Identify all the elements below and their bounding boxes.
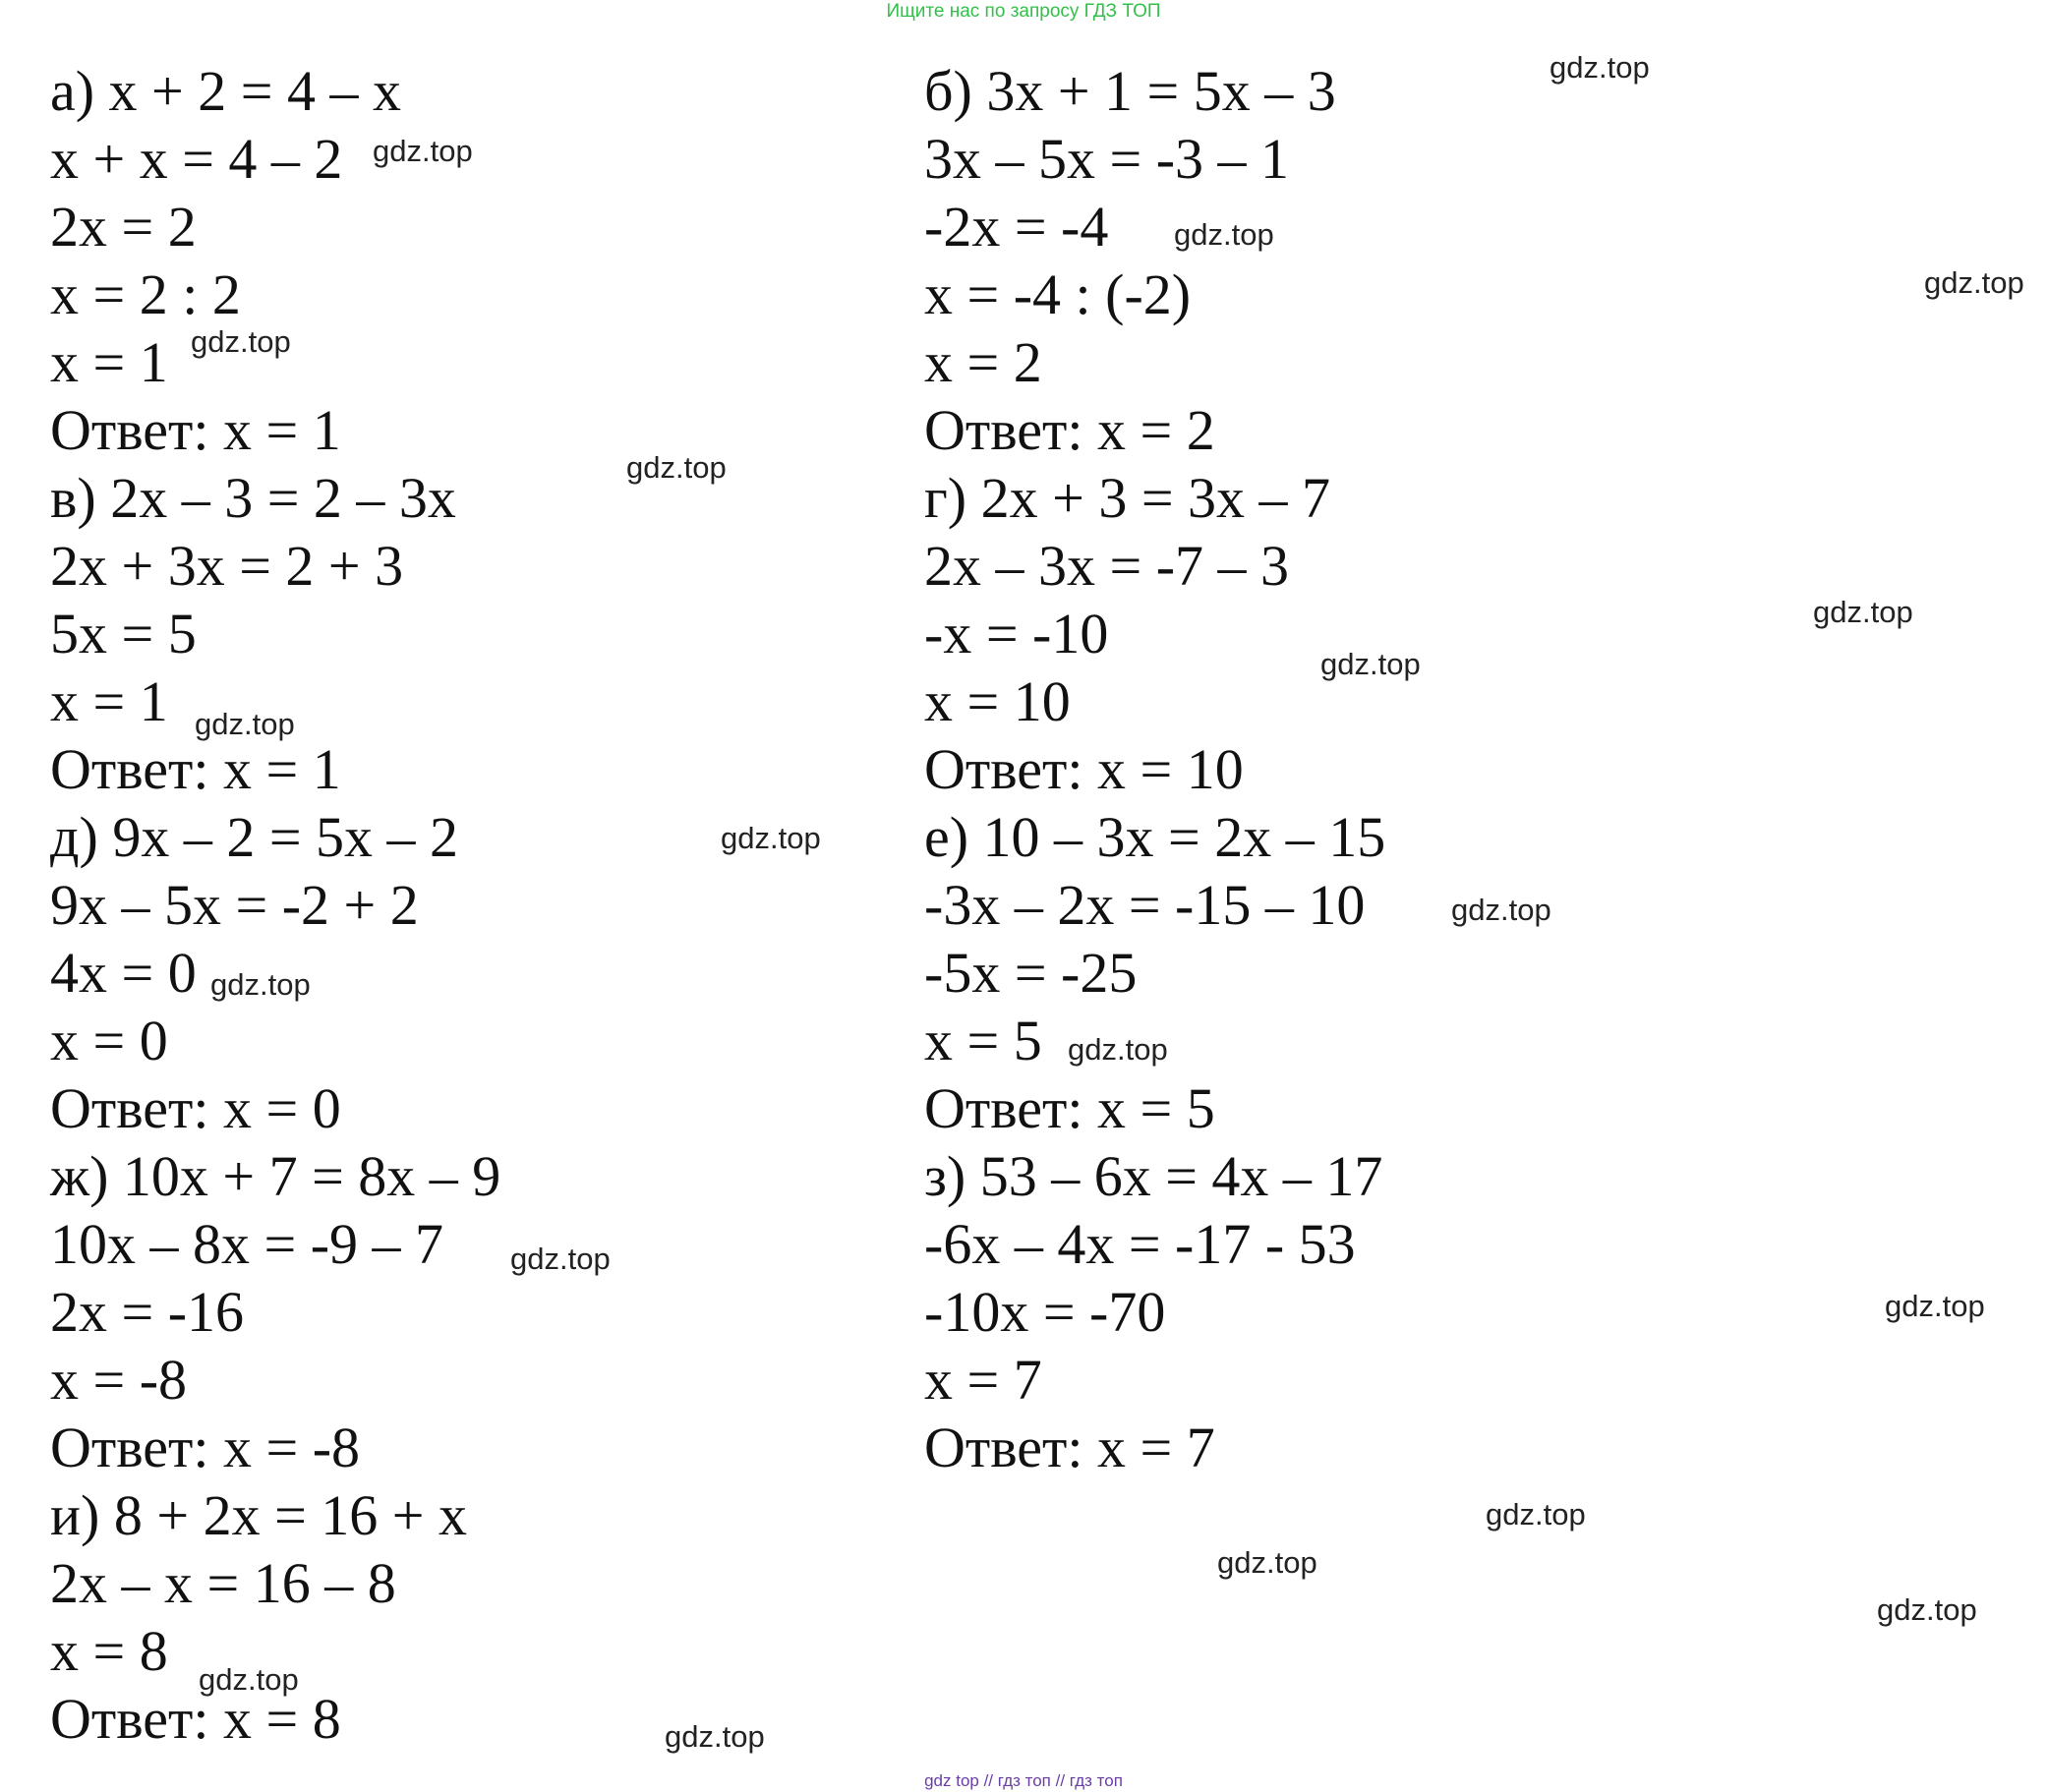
problem-zh-step-2: 2x = -16 [50,1280,245,1344]
watermark: gdz.top [373,134,473,168]
problem-a-step-4: x = 1 [50,330,168,394]
problem-e-step-2: -5x = -25 [924,941,1138,1005]
problem-v-answer: Ответ: x = 1 [50,737,341,801]
problem-zh-equation: ж) 10x + 7 = 8x – 9 [50,1144,501,1208]
problem-b-step-4: x = 2 [924,330,1042,394]
problem-d-step-2: 4x = 0 [50,941,197,1005]
watermark: gdz.top [1068,1032,1168,1067]
problem-a-step-2: 2x = 2 [50,195,197,259]
watermark: gdz.top [1486,1497,1586,1532]
watermark: gdz.top [665,1719,765,1754]
watermark: gdz.top [210,967,311,1002]
left-solutions-column [50,57,500,1753]
problem-v-step-1: 2x + 3x = 2 + 3 [50,534,404,598]
watermark: gdz.top [1451,893,1551,927]
problem-v-step-2: 5x = 5 [50,602,197,665]
watermark: gdz.top [1174,217,1274,252]
problem-g-step-1: 2x – 3x = -7 – 3 [924,534,1290,598]
problem-e-step-3: x = 5 [924,1009,1042,1072]
problem-z-step-2: -10x = -70 [924,1280,1166,1344]
footer-links: gdz top // гдз топ // гдз топ [924,1771,1123,1790]
watermark: gdz.top [199,1662,299,1697]
problem-zh-step-3: x = -8 [50,1348,188,1412]
problem-a-step-1: x + x = 4 – 2 [50,127,343,191]
problem-a-equation: а) x + 2 = 4 – x [50,59,401,123]
problem-a-answer: Ответ: x = 1 [50,398,341,462]
problem-a-step-3: x = 2 : 2 [50,262,241,326]
problem-v-step-3: x = 1 [50,669,168,733]
problem-z-answer: Ответ: x = 7 [924,1416,1215,1479]
problem-b-step-2: -2x = -4 [924,195,1109,259]
problem-e-answer: Ответ: x = 5 [924,1076,1215,1140]
watermark: gdz.top [1877,1592,1977,1627]
problem-zh-answer: Ответ: x = -8 [50,1416,361,1479]
problem-i-equation: и) 8 + 2x = 16 + x [50,1483,467,1547]
problem-z-step-3: x = 7 [924,1348,1042,1412]
problem-zh-step-1: 10x – 8x = -9 – 7 [50,1212,444,1276]
problem-g-step-3: x = 10 [924,669,1071,733]
problem-b-equation: б) 3x + 1 = 5x – 3 [924,59,1336,123]
problem-e-equation: е) 10 – 3x = 2x – 15 [924,805,1386,869]
watermark: gdz.top [1813,595,1913,629]
problem-d-answer: Ответ: x = 0 [50,1076,341,1140]
problem-i-step-2: x = 8 [50,1619,168,1683]
problem-i-answer: Ответ: x = 8 [50,1687,341,1751]
problem-z-step-1: -6x – 4x = -17 - 53 [924,1212,1356,1276]
watermark: gdz.top [1217,1545,1317,1580]
watermark: gdz.top [1885,1289,1985,1323]
watermark: gdz.top [1550,50,1650,85]
problem-g-step-2: -x = -10 [924,602,1109,665]
problem-e-step-1: -3x – 2x = -15 – 10 [924,873,1366,937]
search-banner: Ищите нас по запросу ГДЗ ТОП [886,1,1161,22]
problem-g-equation: г) 2x + 3 = 3x – 7 [924,466,1331,530]
right-solutions-column [924,57,1385,1481]
problem-d-equation: д) 9x – 2 = 5x – 2 [50,805,459,869]
watermark: gdz.top [721,821,821,855]
problem-d-step-1: 9x – 5x = -2 + 2 [50,873,419,937]
watermark: gdz.top [1924,265,2024,300]
watermark: gdz.top [510,1242,611,1276]
problem-b-step-1: 3x – 5x = -3 – 1 [924,127,1290,191]
watermark: gdz.top [195,707,295,741]
problem-b-answer: Ответ: x = 2 [924,398,1215,462]
watermark: gdz.top [191,324,291,359]
problem-d-step-3: x = 0 [50,1009,168,1072]
problem-i-step-1: 2x – x = 16 – 8 [50,1551,396,1615]
problem-g-answer: Ответ: x = 10 [924,737,1244,801]
problem-v-equation: в) 2x – 3 = 2 – 3x [50,466,456,530]
problem-z-equation: з) 53 – 6x = 4x – 17 [924,1144,1383,1208]
problem-b-step-3: x = -4 : (-2) [924,262,1192,326]
watermark: gdz.top [626,450,727,485]
watermark: gdz.top [1320,647,1421,681]
